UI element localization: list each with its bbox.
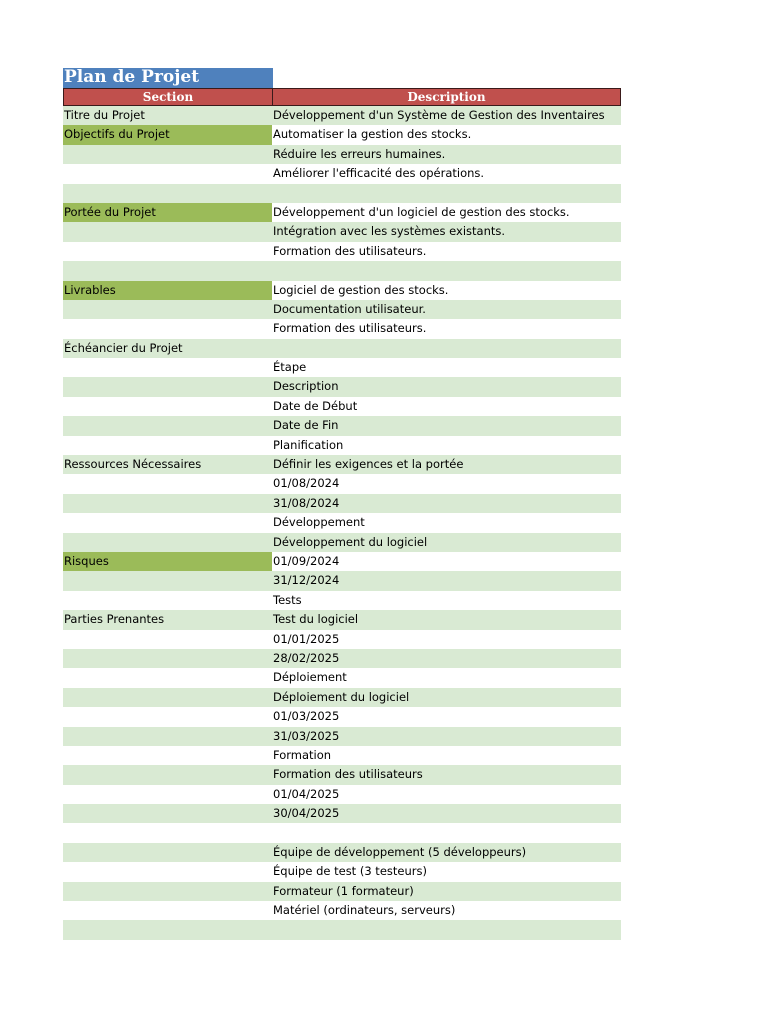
table-row bbox=[63, 552, 621, 571]
description-cell[interactable]: Déploiement du logiciel bbox=[273, 689, 410, 704]
section-cell[interactable] bbox=[63, 804, 272, 823]
description-cell[interactable] bbox=[272, 261, 621, 280]
section-cell[interactable] bbox=[63, 862, 272, 881]
section-cell[interactable]: Échéancier du Projet bbox=[64, 340, 183, 355]
description-cell[interactable]: Description bbox=[273, 379, 339, 394]
description-cell[interactable]: Intégration avec les systèmes existants. bbox=[273, 224, 506, 239]
table-row bbox=[63, 533, 621, 552]
header-description: Description bbox=[407, 90, 486, 104]
table-row bbox=[63, 688, 621, 707]
description-cell[interactable]: Définir les exigences et la portée bbox=[273, 457, 464, 472]
section-cell[interactable] bbox=[63, 358, 272, 377]
description-cell[interactable]: Développement bbox=[273, 515, 365, 530]
description-cell[interactable]: Développement d'un logiciel de gestion des stocks. bbox=[273, 204, 570, 219]
section-cell[interactable] bbox=[63, 513, 272, 532]
table-row bbox=[63, 358, 621, 377]
description-cell[interactable]: Test du logiciel bbox=[273, 612, 359, 627]
project-plan-sheet bbox=[63, 68, 621, 940]
table-row bbox=[63, 203, 621, 222]
table-row bbox=[63, 804, 621, 823]
table-row bbox=[63, 746, 621, 765]
table-row bbox=[63, 455, 621, 474]
section-cell[interactable] bbox=[63, 533, 272, 552]
table-row bbox=[63, 184, 621, 203]
section-cell[interactable] bbox=[63, 377, 272, 396]
table-row bbox=[63, 513, 621, 532]
section-cell[interactable] bbox=[63, 571, 272, 590]
description-cell[interactable] bbox=[272, 339, 621, 358]
table-row bbox=[63, 862, 621, 881]
description-cell[interactable]: Développement d'un Système de Gestion des Inventaires bbox=[273, 108, 605, 122]
description-cell[interactable] bbox=[272, 823, 621, 842]
description-cell[interactable]: 01/08/2024 bbox=[273, 476, 340, 491]
section-cell[interactable]: Livrables bbox=[63, 281, 272, 300]
section-cell[interactable]: Titre du Projet bbox=[64, 108, 145, 122]
description-cell[interactable]: 31/03/2025 bbox=[273, 728, 340, 743]
description-cell[interactable]: 01/04/2025 bbox=[273, 786, 340, 801]
table-row bbox=[63, 630, 621, 649]
description-cell[interactable]: 01/01/2025 bbox=[273, 631, 340, 646]
section-cell[interactable] bbox=[63, 785, 272, 804]
description-cell[interactable]: 01/09/2024 bbox=[273, 553, 340, 568]
description-cell[interactable]: Réduire les erreurs humaines. bbox=[273, 146, 446, 161]
table-row bbox=[63, 901, 621, 920]
table-row bbox=[63, 649, 621, 668]
section-cell[interactable] bbox=[63, 261, 272, 280]
table-row bbox=[63, 106, 621, 125]
table-row bbox=[63, 610, 621, 629]
section-cell[interactable] bbox=[63, 668, 272, 687]
section-cell[interactable] bbox=[63, 242, 272, 261]
section-cell[interactable] bbox=[63, 901, 272, 920]
table-row bbox=[63, 164, 621, 183]
description-cell[interactable]: Date de Fin bbox=[273, 418, 339, 433]
section-cell[interactable] bbox=[63, 397, 272, 416]
table-body bbox=[63, 106, 621, 940]
description-cell[interactable]: Équipe de test (3 testeurs) bbox=[273, 864, 427, 879]
section-cell[interactable] bbox=[63, 882, 272, 901]
table-row bbox=[63, 882, 621, 901]
section-cell[interactable] bbox=[63, 920, 272, 939]
table-row bbox=[63, 571, 621, 590]
table-row bbox=[63, 319, 621, 338]
table-row bbox=[63, 281, 621, 300]
table-row bbox=[63, 125, 621, 144]
description-cell[interactable]: 30/04/2025 bbox=[273, 806, 340, 821]
table-row bbox=[63, 727, 621, 746]
description-cell[interactable]: Étape bbox=[273, 360, 307, 375]
section-cell[interactable] bbox=[63, 823, 272, 842]
table-row bbox=[63, 785, 621, 804]
section-cell[interactable] bbox=[63, 688, 272, 707]
description-cell[interactable]: Formation des utilisateurs. bbox=[273, 243, 427, 258]
section-cell[interactable] bbox=[63, 416, 272, 435]
description-cell[interactable]: Logiciel de gestion des stocks. bbox=[273, 282, 449, 297]
sheet-title: Plan de Projet bbox=[63, 68, 273, 88]
description-cell[interactable]: Formation des utilisateurs. bbox=[273, 321, 427, 336]
description-cell[interactable]: Améliorer l'efficacité des opérations. bbox=[273, 166, 485, 181]
section-cell[interactable]: Parties Prenantes bbox=[64, 612, 165, 627]
description-cell[interactable]: 01/03/2025 bbox=[273, 709, 340, 724]
description-cell[interactable]: Matériel (ordinateurs, serveurs) bbox=[273, 903, 456, 918]
section-cell[interactable]: Risques bbox=[63, 552, 272, 571]
description-cell[interactable]: 31/08/2024 bbox=[273, 495, 340, 510]
header-section: Section bbox=[64, 89, 273, 105]
description-cell[interactable]: 28/02/2025 bbox=[273, 650, 340, 665]
description-cell[interactable]: Équipe de développement (5 développeurs) bbox=[273, 844, 527, 859]
section-cell[interactable] bbox=[63, 494, 272, 513]
section-cell[interactable] bbox=[63, 436, 272, 455]
table-row bbox=[63, 242, 621, 261]
table-row bbox=[63, 494, 621, 513]
description-cell[interactable]: Formation bbox=[273, 747, 332, 762]
table-row bbox=[63, 397, 621, 416]
table-row bbox=[63, 339, 621, 358]
section-cell[interactable] bbox=[63, 591, 272, 610]
table-row bbox=[63, 843, 621, 862]
table-row bbox=[63, 261, 621, 280]
table-row bbox=[63, 300, 621, 319]
table-row bbox=[63, 668, 621, 687]
description-cell[interactable]: Documentation utilisateur. bbox=[273, 301, 426, 316]
table-row bbox=[63, 436, 621, 455]
table-row bbox=[63, 145, 621, 164]
section-cell[interactable] bbox=[63, 474, 272, 493]
description-cell[interactable]: Développement du logiciel bbox=[273, 534, 428, 549]
description-cell[interactable] bbox=[272, 184, 621, 203]
description-cell[interactable]: Date de Début bbox=[273, 398, 358, 413]
section-cell[interactable] bbox=[63, 765, 272, 784]
description-cell[interactable]: Automatiser la gestion des stocks. bbox=[273, 127, 472, 142]
table-header bbox=[63, 88, 621, 106]
section-cell[interactable]: Ressources Nécessaires bbox=[64, 457, 202, 472]
section-cell[interactable] bbox=[63, 145, 272, 164]
section-cell[interactable] bbox=[63, 300, 272, 319]
section-cell[interactable] bbox=[63, 630, 272, 649]
section-cell[interactable] bbox=[63, 649, 272, 668]
description-cell[interactable]: Formateur (1 formateur) bbox=[273, 883, 414, 898]
section-cell[interactable] bbox=[63, 843, 272, 862]
section-cell[interactable] bbox=[63, 222, 272, 241]
table-row bbox=[63, 765, 621, 784]
section-cell[interactable]: Objectifs du Projet bbox=[63, 125, 272, 144]
description-cell[interactable] bbox=[272, 920, 621, 939]
table-row bbox=[63, 823, 621, 842]
table-row bbox=[63, 416, 621, 435]
section-cell[interactable] bbox=[63, 727, 272, 746]
description-cell[interactable]: Formation des utilisateurs bbox=[273, 767, 423, 782]
section-cell[interactable] bbox=[63, 164, 272, 183]
section-cell[interactable] bbox=[63, 319, 272, 338]
description-cell[interactable]: Tests bbox=[273, 592, 302, 607]
section-cell[interactable]: Portée du Projet bbox=[63, 203, 272, 222]
description-cell[interactable]: 31/12/2024 bbox=[273, 573, 340, 588]
description-cell[interactable]: Planification bbox=[273, 437, 344, 452]
section-cell[interactable] bbox=[63, 184, 272, 203]
table-row bbox=[63, 920, 621, 939]
section-cell[interactable] bbox=[63, 746, 272, 765]
table-row bbox=[63, 591, 621, 610]
description-cell[interactable]: Déploiement bbox=[273, 670, 347, 685]
table-row bbox=[63, 222, 621, 241]
table-row bbox=[63, 377, 621, 396]
table-row bbox=[63, 707, 621, 726]
table-row bbox=[63, 474, 621, 493]
section-cell[interactable] bbox=[63, 707, 272, 726]
